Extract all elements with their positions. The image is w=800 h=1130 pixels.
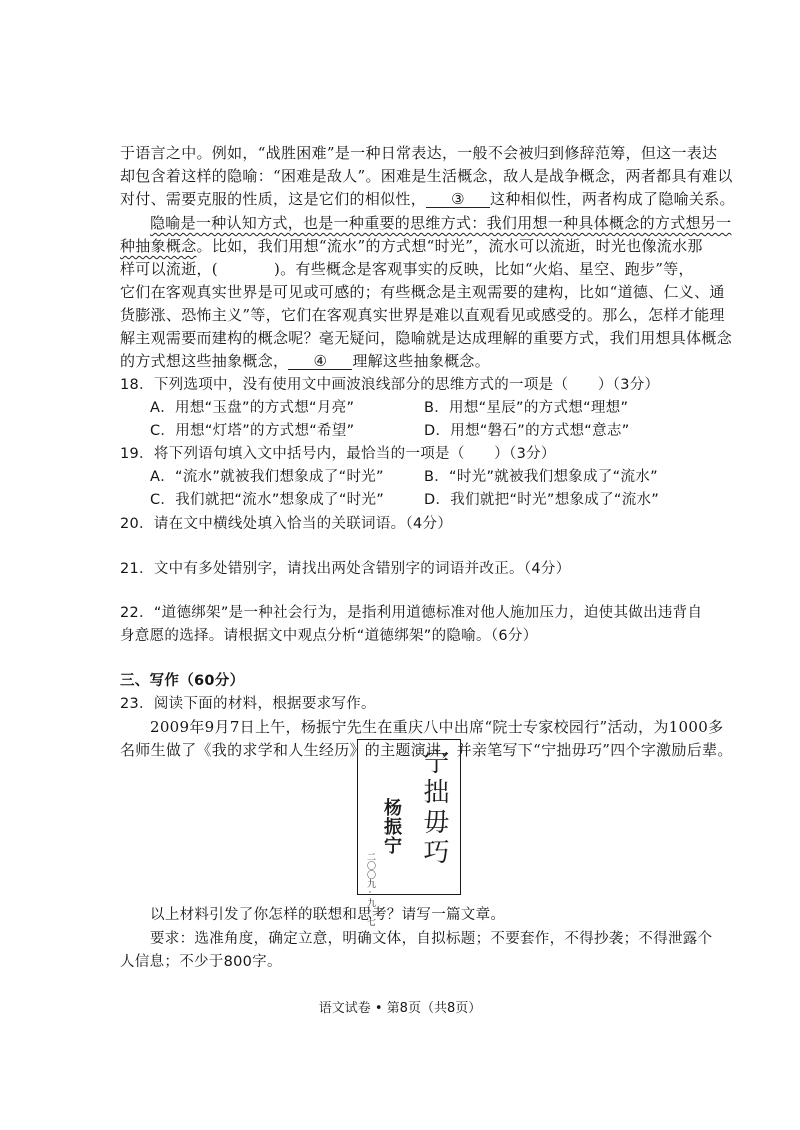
question-22: 身意愿的选择。请根据文中观点分析“道德绑架”的隐喻。（6分） bbox=[120, 628, 538, 644]
q18-option-d: D．用想“磐石”的方式想“意志” bbox=[424, 423, 630, 439]
passage-line: 货膨涨、恐怖主义”等，它们在客观真实世界是难以直观看见或感受的。那么，怎样才能理 bbox=[120, 306, 725, 324]
q18-option-a: A．用想“玉盘”的方式想“月亮” bbox=[150, 400, 355, 416]
q19-option-b: B．“时光”就被我们想象成了“流水” bbox=[424, 469, 658, 485]
q19-option-d: D．我们就把“时光”想象成了“流水” bbox=[424, 492, 660, 508]
calligraphy-image bbox=[357, 739, 461, 926]
q18-option-b: B．用想“星辰”的方式想“理想” bbox=[424, 400, 629, 416]
q18-option-c: C．用想“灯塔”的方式想“希望” bbox=[150, 423, 355, 439]
passage-line: 解主观需要而建构的概念呢？毫无疑问，隐喻就是达成理解的重要方式，我们用想具体概念 bbox=[120, 329, 733, 347]
question-18: 18．下列选项中，没有使用文中画波浪线部分的思维方式的一项是（ ）（3分） bbox=[120, 377, 660, 393]
passage-line: 的方式想这些抽象概念， ④ 理解这些抽象概念。 bbox=[120, 352, 491, 370]
passage-line: 种抽象概念。比如，我们用想“流水”的方式想“时光”，流水可以流逝，时光也像流水那 bbox=[120, 237, 703, 255]
wavy-underlined-text: 隐喻是一种认知方式，也是一种重要的思维方式：我们用想一种具体概念的方式想另一 bbox=[150, 214, 732, 232]
passage-line: 它们在客观真实世界是可见或可感的；有些概念是主观需要的建构，比如“道德、仁义、通 bbox=[120, 283, 725, 301]
page-footer: 语文试卷 • 第8页（共8页） bbox=[318, 1001, 482, 1016]
question-22: 22．“道德绑架”是一种社会行为，是指利用道德标准对他人施加压力，迫使其做出违背自 bbox=[120, 605, 703, 621]
writing-prompt: 以上材料引发了你怎样的联想和思考？请写一篇文章。 bbox=[150, 907, 506, 923]
wavy-underlined-text: 种抽象概念 bbox=[120, 237, 197, 255]
q19-option-c: C．我们就把“流水”想象成了“时光” bbox=[150, 492, 385, 508]
q19-option-a: A．“流水”就被我们想象成了“时光” bbox=[150, 469, 384, 485]
passage-line: 对付、需要克服的性质，这是它们的相似性， ③ 这种相似性，两者构成了隐喻关系。 bbox=[120, 190, 735, 208]
material-line: 2009年9月7日上午，杨振宁先生在重庆八中出席“院士专家校园行”活动，为1000多 bbox=[150, 718, 724, 736]
question-21: 21．文中有多处错别字，请找出两处含错别字的词语并改正。（4分） bbox=[120, 561, 571, 577]
passage-line: 于语言之中。例如，“战胜困难”是一种日常表达，一般不会被归到修辞范筹，但这一表达 bbox=[120, 144, 718, 162]
writing-requirements: 要求：选准角度，确定立意，明确文体，自拟标题；不要套作，不得抄袭；不得泄露个 bbox=[150, 931, 713, 947]
blank-4: ④ bbox=[288, 353, 352, 370]
calligraphy-signature: 杨振宁 bbox=[381, 798, 402, 855]
passage-line: 却包含着这样的隐喻：“困难是敌人”。困难是生活概念，敌人是战争概念，两者都具有难以 bbox=[120, 167, 733, 185]
calligraphy-date: 二〇〇九·九·七 bbox=[365, 852, 375, 926]
section-title-writing: 三、写作（60分） bbox=[120, 673, 245, 689]
blank-3: ③ bbox=[426, 191, 490, 208]
passage-line: 样可以流逝，( )。有些概念是客观事实的反映，比如“火焰、星空、跑步”等， bbox=[120, 260, 694, 278]
question-23: 23．阅读下面的材料，根据要求写作。 bbox=[120, 696, 376, 712]
calligraphy-main-text: 宁拙毋巧 bbox=[419, 748, 449, 868]
material-line: 名师生做了《我的求学和人生经历》的主题演讲，并亲笔写下“宁拙毋巧”四个字激励后辈。 bbox=[120, 741, 733, 759]
question-19: 19．将下列语句填入文中括号内，最恰当的一项是（ ）（3分） bbox=[120, 446, 556, 462]
passage-line bbox=[150, 213, 731, 233]
question-20: 20．请在文中横线处填入恰当的关联词语。（4分） bbox=[120, 516, 453, 532]
writing-requirements: 人信息；不少于800字。 bbox=[120, 954, 282, 970]
